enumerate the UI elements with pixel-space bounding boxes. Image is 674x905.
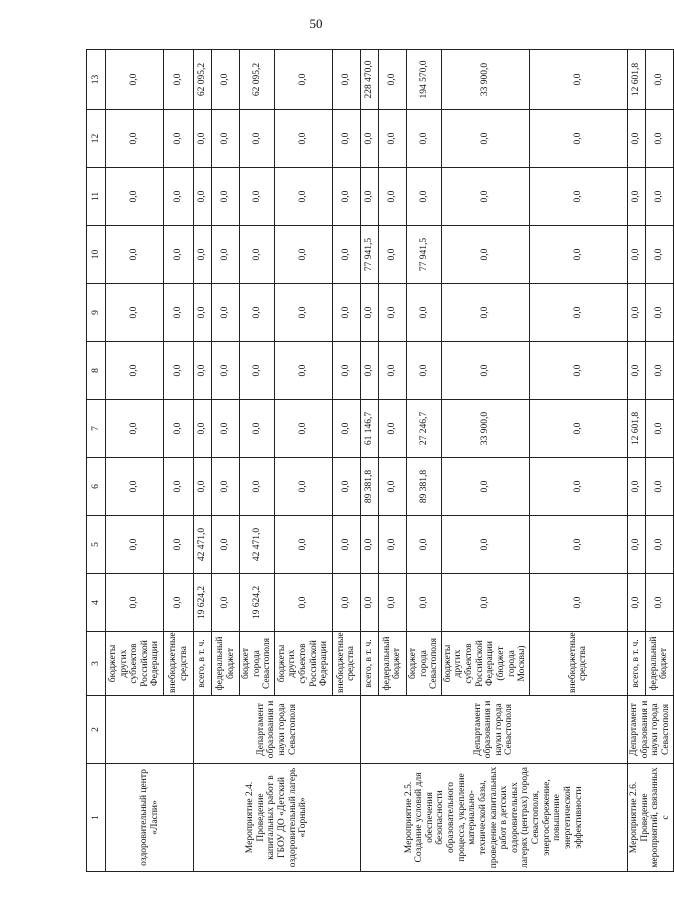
value-cell: 0,0: [378, 516, 406, 574]
value-cell: 0,0: [378, 400, 406, 458]
funding-source-cell: федеральный бюджет: [645, 632, 673, 696]
value-cell: 0,0: [164, 516, 194, 574]
value-cell: 0,0: [212, 168, 240, 226]
value-cell: 62 095,2: [194, 50, 212, 110]
value-cell: 0,0: [164, 284, 194, 342]
value-cell: 0,0: [332, 400, 360, 458]
value-cell: 0,0: [332, 110, 360, 168]
value-cell: 0,0: [378, 284, 406, 342]
value-cell: 0,0: [378, 110, 406, 168]
table-row: [627, 50, 645, 872]
value-cell: 0,0: [106, 516, 164, 574]
value-cell: 0,0: [274, 458, 332, 516]
value-cell: 0,0: [106, 400, 164, 458]
value-cell: 0,0: [164, 574, 194, 632]
col-header-5: 5: [87, 516, 106, 574]
col-header-13: 13: [87, 50, 106, 110]
value-cell: 0,0: [240, 400, 275, 458]
funding-source-cell: всего, в т. ч.: [627, 632, 645, 696]
value-cell: 0,0: [106, 168, 164, 226]
value-cell: 0,0: [194, 458, 212, 516]
value-cell: 0,0: [441, 458, 529, 516]
value-cell: 0,0: [332, 168, 360, 226]
value-cell: 0,0: [332, 574, 360, 632]
funding-source-cell: федеральный бюджет: [378, 632, 406, 696]
value-cell: 0,0: [645, 574, 673, 632]
value-cell: 0,0: [645, 50, 673, 110]
value-cell: 0,0: [164, 226, 194, 284]
value-cell: 0,0: [378, 168, 406, 226]
value-cell: 0,0: [274, 50, 332, 110]
value-cell: 0,0: [627, 226, 645, 284]
col-header-3: 3: [87, 632, 106, 696]
value-cell: 0,0: [627, 458, 645, 516]
value-cell: 42 471,0: [194, 516, 212, 574]
value-cell: 0,0: [645, 168, 673, 226]
activity-cell: Мероприятие 2.5. Создание условий для обеспечения безопасности образовательного процесса, укрепление материально-технической базы, проведение капитальных работ в детских оздоровительных лагерях (центрах) города Севастополя, энергосбережение, повышение энергетической эффективности: [360, 764, 627, 872]
value-cell: 19 624,2: [194, 574, 212, 632]
activity-cell: оздоровительный центр «Ласпи»: [106, 764, 194, 872]
value-cell: 0,0: [360, 284, 378, 342]
value-cell: 0,0: [378, 342, 406, 400]
value-cell: 0,0: [332, 458, 360, 516]
page-number: 50: [309, 16, 323, 31]
value-cell: 0,0: [164, 342, 194, 400]
value-cell: 0,0: [645, 516, 673, 574]
table-row: [360, 50, 378, 872]
col-header-9: 9: [87, 284, 106, 342]
value-cell: 0,0: [529, 50, 627, 110]
value-cell: 0,0: [529, 226, 627, 284]
budget-table: [86, 49, 674, 872]
value-cell: 61 146,7: [360, 400, 378, 458]
value-cell: 0,0: [645, 342, 673, 400]
value-cell: 0,0: [529, 400, 627, 458]
funding-source-cell: федеральный бюджет: [212, 632, 240, 696]
value-cell: 0,0: [274, 284, 332, 342]
value-cell: 0,0: [645, 284, 673, 342]
value-cell: 0,0: [332, 516, 360, 574]
value-cell: 0,0: [529, 574, 627, 632]
value-cell: 0,0: [360, 168, 378, 226]
value-cell: 0,0: [274, 168, 332, 226]
value-cell: 0,0: [627, 110, 645, 168]
value-cell: 77 941,5: [406, 226, 441, 284]
value-cell: 0,0: [274, 574, 332, 632]
value-cell: 228 470,0: [360, 50, 378, 110]
value-cell: 0,0: [406, 342, 441, 400]
value-cell: 27 246,7: [406, 400, 441, 458]
value-cell: 19 624,2: [240, 574, 275, 632]
value-cell: 0,0: [106, 110, 164, 168]
value-cell: 0,0: [274, 110, 332, 168]
value-cell: 0,0: [106, 458, 164, 516]
executor-cell: [106, 696, 194, 764]
value-cell: 0,0: [212, 110, 240, 168]
executor-cell: Департамент образования и науки города Севастополя: [360, 696, 627, 764]
value-cell: 89 381,8: [360, 458, 378, 516]
table-row: [106, 50, 164, 872]
value-cell: 0,0: [645, 458, 673, 516]
value-cell: 0,0: [164, 110, 194, 168]
activity-cell: Мероприятие 2.6. Проведение мероприятий, связанных с: [627, 764, 673, 872]
value-cell: 0,0: [406, 168, 441, 226]
value-cell: 0,0: [441, 284, 529, 342]
executor-cell: Департамент образования и науки города Севастополя: [194, 696, 361, 764]
value-cell: 77 941,5: [360, 226, 378, 284]
funding-source-cell: бюджеты других субъектов Российской Федерации: [106, 632, 164, 696]
header-row: [87, 50, 106, 872]
value-cell: 0,0: [194, 400, 212, 458]
value-cell: 42 471,0: [240, 516, 275, 574]
value-cell: 0,0: [194, 284, 212, 342]
value-cell: 0,0: [106, 342, 164, 400]
value-cell: 0,0: [164, 168, 194, 226]
funding-source-cell: внебюджетные средства: [529, 632, 627, 696]
value-cell: 0,0: [212, 400, 240, 458]
value-cell: 0,0: [406, 516, 441, 574]
value-cell: 0,0: [529, 168, 627, 226]
value-cell: 0,0: [441, 226, 529, 284]
col-header-6: 6: [87, 458, 106, 516]
value-cell: 0,0: [627, 516, 645, 574]
value-cell: 0,0: [441, 574, 529, 632]
value-cell: 0,0: [212, 50, 240, 110]
value-cell: 33 900,0: [441, 50, 529, 110]
col-header-12: 12: [87, 110, 106, 168]
value-cell: 0,0: [332, 342, 360, 400]
col-header-10: 10: [87, 226, 106, 284]
value-cell: 0,0: [164, 50, 194, 110]
value-cell: 0,0: [627, 342, 645, 400]
value-cell: 0,0: [212, 342, 240, 400]
value-cell: 0,0: [274, 400, 332, 458]
value-cell: 0,0: [627, 284, 645, 342]
value-cell: 0,0: [194, 168, 212, 226]
value-cell: 0,0: [212, 458, 240, 516]
value-cell: 194 570,0: [406, 50, 441, 110]
col-header-7: 7: [87, 400, 106, 458]
value-cell: 33 900,0: [441, 400, 529, 458]
value-cell: 0,0: [441, 342, 529, 400]
value-cell: 0,0: [360, 342, 378, 400]
value-cell: 0,0: [645, 400, 673, 458]
value-cell: 89 381,8: [406, 458, 441, 516]
value-cell: 0,0: [274, 226, 332, 284]
value-cell: 0,0: [212, 574, 240, 632]
table-row: [194, 50, 212, 872]
value-cell: 0,0: [529, 516, 627, 574]
value-cell: 0,0: [240, 226, 275, 284]
col-header-2: 2: [87, 696, 106, 764]
executor-cell: Департамент образования и науки города Севастополя: [627, 696, 673, 764]
value-cell: 0,0: [441, 516, 529, 574]
value-cell: 0,0: [194, 110, 212, 168]
value-cell: 0,0: [378, 226, 406, 284]
value-cell: 0,0: [378, 574, 406, 632]
rotated-table-wrapper: [86, 50, 671, 872]
value-cell: 0,0: [240, 168, 275, 226]
funding-source-cell: внебюджетные средства: [332, 632, 360, 696]
value-cell: 0,0: [106, 226, 164, 284]
funding-source-cell: всего, в т. ч.: [360, 632, 378, 696]
col-header-11: 11: [87, 168, 106, 226]
value-cell: 0,0: [406, 110, 441, 168]
value-cell: 0,0: [106, 50, 164, 110]
value-cell: 12 601,8: [627, 50, 645, 110]
value-cell: 0,0: [627, 168, 645, 226]
value-cell: 62 095,2: [240, 50, 275, 110]
value-cell: 0,0: [194, 226, 212, 284]
value-cell: 0,0: [194, 342, 212, 400]
value-cell: 0,0: [378, 50, 406, 110]
value-cell: 0,0: [332, 226, 360, 284]
value-cell: 0,0: [212, 226, 240, 284]
value-cell: 0,0: [529, 342, 627, 400]
value-cell: 0,0: [274, 516, 332, 574]
value-cell: 0,0: [164, 458, 194, 516]
value-cell: 0,0: [627, 574, 645, 632]
value-cell: 0,0: [441, 110, 529, 168]
funding-source-cell: бюджет города Севастополя: [240, 632, 275, 696]
activity-cell: Мероприятие 2.4. Проведение капитальных работ в ГБОУ ДО «Детский оздоровительный лагерь «Горный»: [194, 764, 361, 872]
funding-source-cell: бюджеты других субъектов Российской Федерации (бюджет города Москвы): [441, 632, 529, 696]
value-cell: 0,0: [378, 458, 406, 516]
value-cell: 0,0: [441, 168, 529, 226]
value-cell: 0,0: [645, 226, 673, 284]
value-cell: 0,0: [529, 110, 627, 168]
value-cell: 0,0: [212, 516, 240, 574]
funding-source-cell: бюджет города Севастополя: [406, 632, 441, 696]
value-cell: 0,0: [332, 284, 360, 342]
col-header-4: 4: [87, 574, 106, 632]
value-cell: 0,0: [360, 574, 378, 632]
col-header-1: 1: [87, 764, 106, 872]
funding-source-cell: бюджеты других субъектов Российской Федерации: [274, 632, 332, 696]
value-cell: 0,0: [360, 516, 378, 574]
col-header-8: 8: [87, 342, 106, 400]
value-cell: 0,0: [164, 400, 194, 458]
value-cell: 0,0: [274, 342, 332, 400]
value-cell: 0,0: [240, 458, 275, 516]
value-cell: 0,0: [106, 574, 164, 632]
value-cell: 0,0: [106, 284, 164, 342]
value-cell: 0,0: [360, 110, 378, 168]
value-cell: 0,0: [645, 110, 673, 168]
value-cell: 0,0: [332, 50, 360, 110]
funding-source-cell: всего, в т. ч.: [194, 632, 212, 696]
funding-source-cell: внебюджетные средства: [164, 632, 194, 696]
rotated-table-container: [86, 50, 671, 872]
value-cell: 0,0: [240, 284, 275, 342]
value-cell: 0,0: [406, 284, 441, 342]
value-cell: 0,0: [240, 342, 275, 400]
value-cell: 0,0: [529, 458, 627, 516]
value-cell: 0,0: [529, 284, 627, 342]
value-cell: 0,0: [240, 110, 275, 168]
value-cell: 0,0: [406, 574, 441, 632]
value-cell: 12 601,8: [627, 400, 645, 458]
value-cell: 0,0: [212, 284, 240, 342]
